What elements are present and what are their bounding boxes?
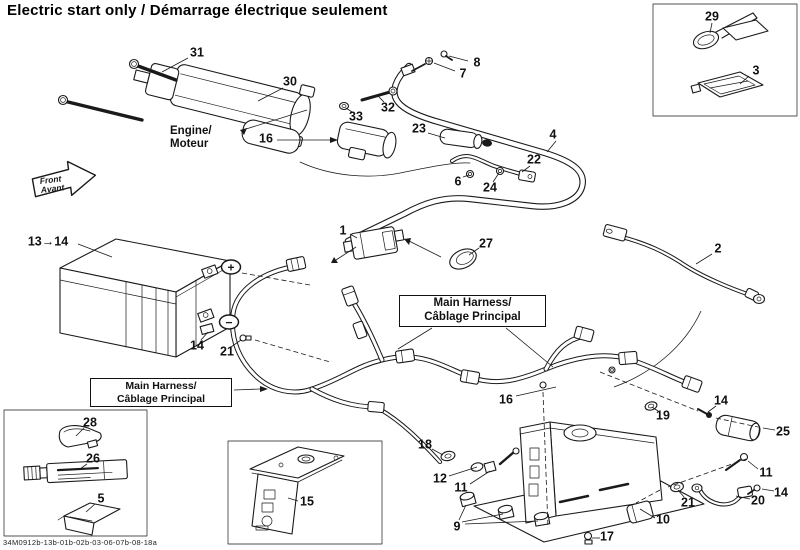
callout-17: 17: [600, 529, 614, 544]
nut-6: [467, 171, 474, 178]
callout-10: 10: [656, 512, 670, 527]
lubricant-tube-26: [24, 460, 128, 484]
bolt-17: [585, 533, 593, 545]
callout-6: 6: [454, 174, 462, 189]
callout-13-14: 13→14: [27, 234, 69, 249]
harness-connectors: [286, 256, 703, 412]
callout-20: 20: [751, 493, 765, 508]
callout-1: 1: [339, 223, 347, 238]
callout-14-boot: 14: [714, 393, 728, 408]
bracket-15: [250, 447, 344, 534]
callout-3: 3: [752, 63, 760, 78]
callout-7: 7: [459, 66, 467, 81]
nut-24: [497, 168, 504, 175]
harness-label-line1: Main Harness/: [433, 297, 512, 309]
callout-11-center: 11: [454, 480, 468, 495]
starter-motor: [126, 45, 317, 156]
callout-21-tray: 21: [681, 495, 695, 510]
callout-4: 4: [549, 127, 557, 142]
inset-box-top-right: [653, 4, 797, 116]
callout-18: 18: [418, 437, 432, 452]
callout-16-engine: 16: [259, 131, 273, 146]
page-title: Electric start only / Démarrage électrique seulement: [7, 2, 388, 19]
callout-15: 15: [300, 494, 314, 509]
svg-text:Front: Front: [39, 173, 62, 187]
boot-27: [447, 245, 480, 273]
harness-label-line2: Câblage Principal: [116, 392, 206, 405]
engine-label-line1: Engine/: [170, 125, 212, 137]
callout-29: 29: [705, 9, 719, 24]
relay-1: [331, 225, 441, 263]
callout-24: 24: [483, 180, 497, 195]
starter-solenoid: [334, 121, 398, 166]
callout-5: 5: [97, 491, 105, 506]
clamp-29: [691, 9, 768, 52]
cable-22: [452, 156, 536, 182]
callout-9: 9: [453, 519, 461, 534]
callout-11-tray: 11: [759, 465, 773, 480]
callout-14-tray: 14: [774, 485, 788, 500]
harness-box-2-arrow: [234, 386, 268, 392]
battery-cable-2: [603, 224, 765, 303]
callout-12: 12: [433, 471, 447, 486]
callout-14-battery: 14: [190, 338, 204, 353]
boot-25: [714, 414, 761, 443]
callout-30: 30: [283, 74, 297, 89]
callout-32: 32: [381, 100, 395, 115]
harness-label-line1: Main Harness/: [125, 380, 197, 392]
callout-2: 2: [714, 241, 722, 256]
callout-22: 22: [527, 152, 541, 167]
drawing-number: 34M0912b-13b-01b-02b-03-06-07b-08-18a: [3, 538, 158, 547]
pad-5: [58, 503, 120, 535]
callout-25: 25: [776, 424, 790, 439]
engine-label-line2: Moteur: [170, 138, 209, 151]
battery: [60, 239, 233, 357]
callout-33: 33: [349, 109, 363, 124]
minus-symbol: [220, 315, 239, 330]
plus-symbol: [222, 260, 241, 275]
harness-label-line2: Câblage Principal: [424, 310, 521, 323]
callout-26: 26: [86, 451, 100, 466]
main-harness-label-1: [399, 295, 546, 327]
main-harness-label-2: [90, 378, 232, 407]
bolt-7-8: [412, 51, 452, 71]
svg-text:−: −: [225, 315, 233, 330]
svg-text:Avant: Avant: [40, 182, 65, 195]
callout-8: 8: [473, 55, 481, 70]
hardware-12-11: [470, 448, 519, 473]
callout-16-harness: 16: [499, 392, 513, 407]
bolt-11-tray: [726, 454, 748, 471]
callout-27: 27: [479, 236, 493, 251]
engine-label: [170, 125, 212, 151]
callout-23: 23: [412, 121, 426, 136]
callout-21-battery: 21: [220, 344, 234, 359]
callout-28: 28: [83, 415, 97, 430]
front-direction-arrow: [31, 158, 98, 199]
ground-cable-20: [692, 484, 753, 504]
callout-31: 31: [190, 45, 204, 60]
callout-19: 19: [656, 408, 670, 423]
svg-text:+: +: [227, 260, 235, 275]
washer-18: [440, 450, 456, 462]
engine-outline: [300, 162, 470, 176]
